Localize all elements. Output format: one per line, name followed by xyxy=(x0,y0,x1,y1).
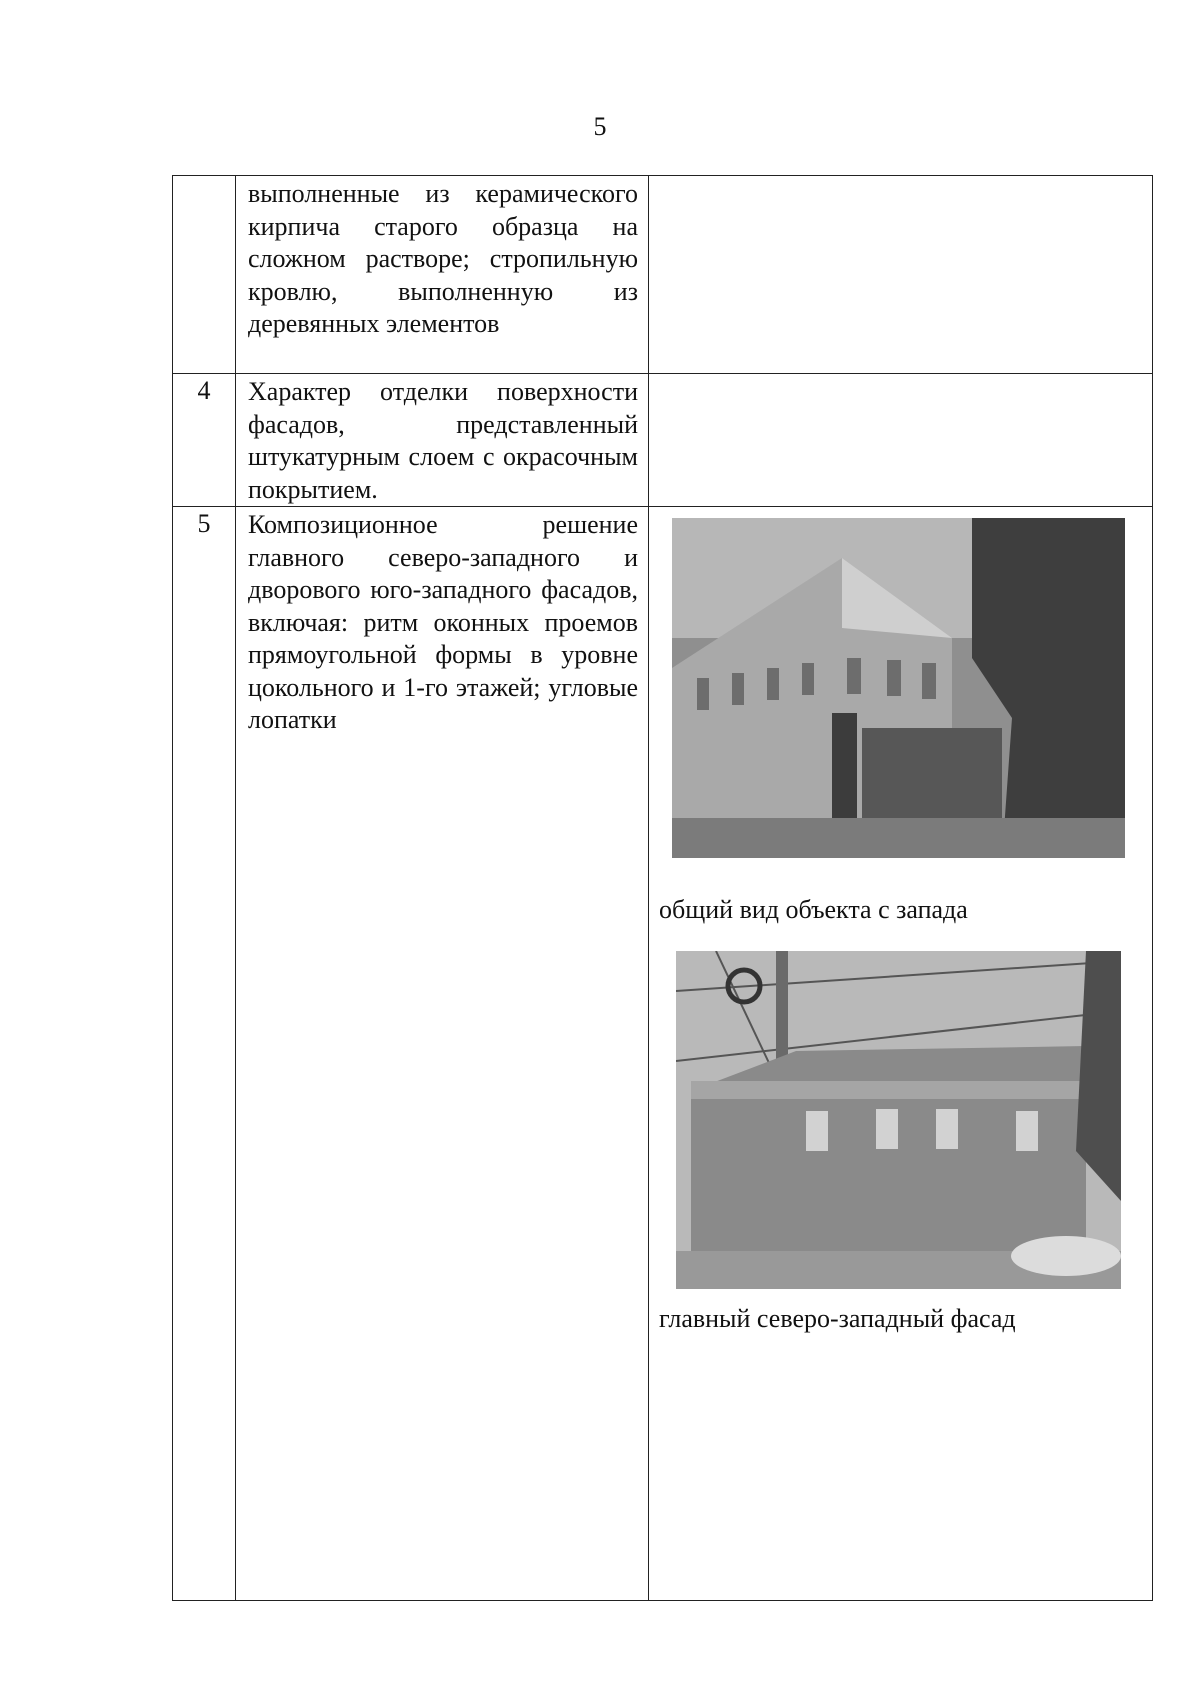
photo-caption: общий вид объекта с запада xyxy=(659,895,968,924)
table-row xyxy=(173,374,1153,507)
row-description: выполненные из керамического кирпича старого образца на сложном растворе; стропильную кровлю, выполненную из деревянных элементов xyxy=(248,179,638,338)
table-row xyxy=(173,507,1153,1601)
table-row xyxy=(173,176,1153,374)
row-description: Композиционное решение главного северо-западного и дворового юго-западного фасадов, включая: ритм оконных проемов прямоугольной формы в уровне цокольного и 1-го этажей; угловые лопатки xyxy=(248,510,638,734)
page-number: 5 xyxy=(593,112,607,141)
row-number xyxy=(173,176,236,374)
row-illustration xyxy=(649,176,1153,374)
object-features-table xyxy=(172,175,1153,1601)
row-description: Характер отделки поверхности фасадов, представленный штукатурным слоем с окрасочным покрытием. xyxy=(248,377,638,504)
row-number: 5 xyxy=(173,507,236,1601)
photo-caption: главный северо-западный фасад xyxy=(659,1304,1016,1333)
row-illustration xyxy=(649,374,1153,507)
row-illustration xyxy=(649,507,1153,1601)
building-west-view-photo xyxy=(672,518,1125,858)
row-number: 4 xyxy=(173,374,236,507)
building-northwest-facade-photo xyxy=(676,951,1121,1289)
